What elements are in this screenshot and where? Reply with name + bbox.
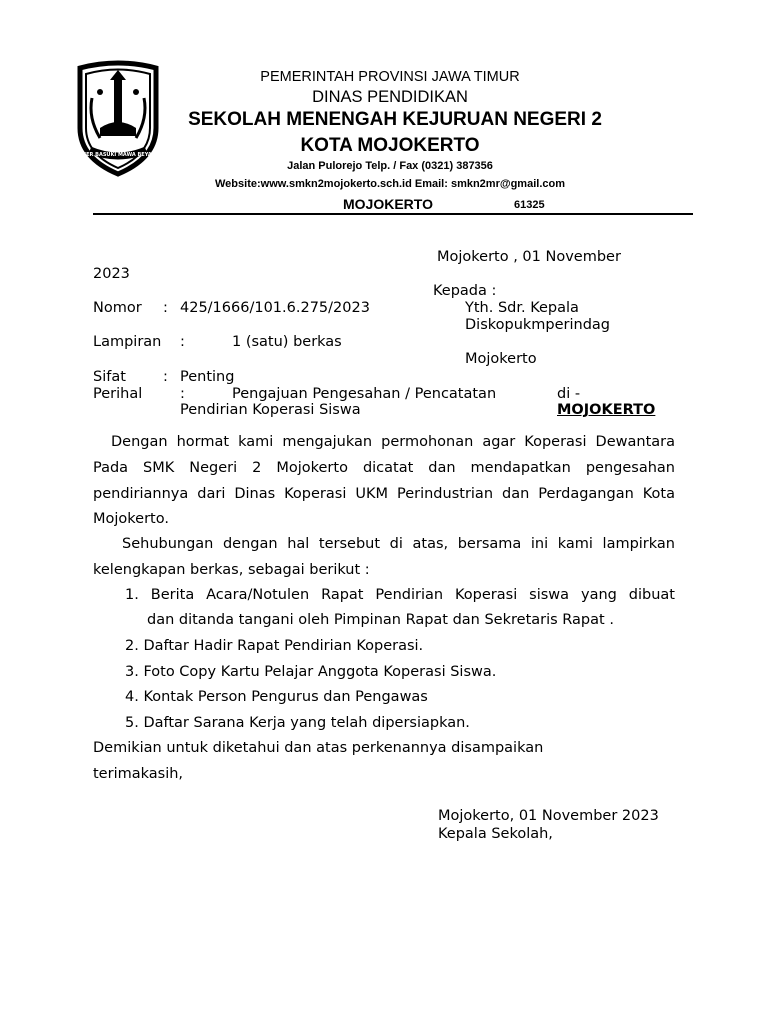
- letterhead-divider: [93, 213, 693, 215]
- sifat-label: Sifat: [93, 369, 126, 385]
- recipient-line-1: Yth. Sdr. Kepala: [465, 300, 579, 316]
- list-item-2: 2. Daftar Hadir Rapat Pendirian Koperasi.: [125, 638, 424, 654]
- letterhead-postcode: 61325: [514, 199, 545, 211]
- letterhead-address: Jalan Pulorejo Telp. / Fax (0321) 387356: [287, 160, 493, 172]
- list-item-1: 1. Berita Acara/Notulen Rapat Pendirian Koperasi siswa yang dibuat: [125, 587, 675, 603]
- letterhead-city: KOTA MOJOKERTO: [300, 135, 480, 156]
- letterhead-department: DINAS PENDIDIKAN: [312, 88, 468, 106]
- letter-date: Mojokerto , 01 November: [437, 249, 621, 265]
- lampiran-value: 1 (satu) berkas: [232, 334, 342, 350]
- signature-date: Mojokerto, 01 November 2023: [438, 808, 659, 824]
- nomor-label: Nomor: [93, 300, 142, 316]
- letterhead-government: PEMERINTAH PROVINSI JAWA TIMUR: [260, 69, 520, 85]
- letterhead-school-name: SEKOLAH MENENGAH KEJURUAN NEGERI 2: [188, 109, 602, 130]
- perihal-value-line-1: Pengajuan Pengesahan / Pencatatan: [232, 386, 497, 402]
- lampiran-separator: :: [180, 334, 185, 350]
- sifat-value: Penting: [180, 369, 235, 385]
- perihal-label: Perihal: [93, 386, 143, 402]
- letterhead-city-footer: MOJOKERTO: [343, 196, 433, 212]
- list-item-1-continued: dan ditanda tangani oleh Pimpinan Rapat dan Sekretaris Rapat .: [147, 612, 614, 628]
- letter-date-year: 2023: [93, 266, 130, 282]
- recipient-line-3: Mojokerto: [465, 351, 537, 367]
- closing-line-1: Demikian untuk diketahui dan atas perkenannya disampaikan: [93, 740, 544, 756]
- list-item-5: 5. Daftar Sarana Kerja yang telah dipersiapkan.: [125, 715, 470, 731]
- perihal-value-line-2: Pendirian Koperasi Siswa: [180, 402, 361, 418]
- recipient-di-label: di -: [557, 386, 581, 402]
- body-paragraph-2: Sehubungan dengan hal tersebut di atas, bersama ini kami lampirkan kelengkapan berkas, sebagai berikut :: [93, 536, 675, 578]
- svg-text:JER BASUKI MAWA BEYA: JER BASUKI MAWA BEYA: [84, 152, 152, 158]
- nomor-value: 425/1666/101.6.275/2023: [180, 300, 370, 316]
- sifat-separator: :: [163, 369, 168, 385]
- perihal-separator: :: [180, 386, 185, 402]
- signature-title: Kepala Sekolah,: [438, 826, 553, 842]
- lampiran-label: Lampiran: [93, 334, 162, 350]
- recipient-line-2: Diskopukmperindag: [465, 317, 611, 333]
- list-item-3: 3. Foto Copy Kartu Pelajar Anggota Koperasi Siswa.: [125, 664, 497, 680]
- recipient-label: Kepada :: [433, 283, 497, 299]
- list-item-4: 4. Kontak Person Pengurus dan Pengawas: [125, 689, 428, 705]
- closing-line-2: terimakasih,: [93, 766, 184, 782]
- recipient-city: MOJOKERTO: [557, 402, 656, 418]
- east-java-emblem-logo: [70, 58, 166, 178]
- body-paragraph-1: Dengan hormat kami mengajukan permohonan agar Koperasi Dewantara Pada SMK Negeri 2 Mojokerto dicatat dan mendapatkan pengesahan pendiriannya dari Dinas Koperasi UKM Perindustrian dan Perdagangan Kota Mojokerto.: [93, 434, 675, 528]
- letterhead-contact: Website:www.smkn2mojokerto.sch.id Email: smkn2mr@gmail.com: [215, 178, 565, 190]
- nomor-separator: :: [163, 300, 168, 316]
